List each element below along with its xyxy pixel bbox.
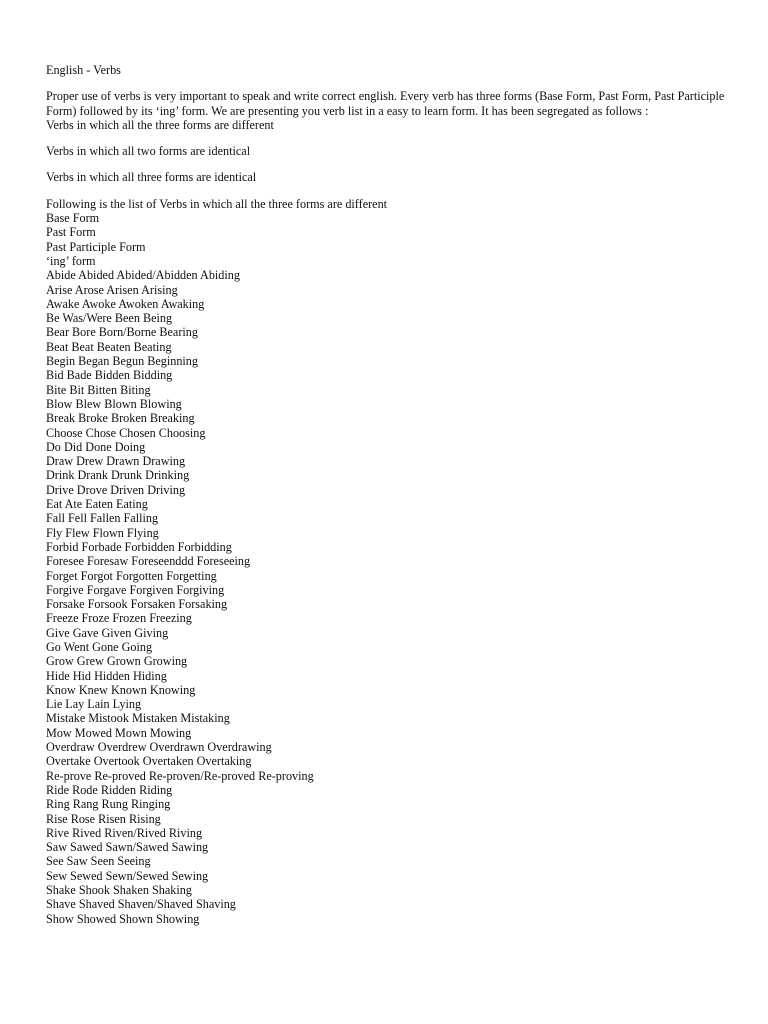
verb-row: Bid Bade Bidden Bidding	[46, 368, 173, 383]
verb-row: Do Did Done Doing	[46, 439, 146, 454]
segment-item: Verbs in which all two forms are identical	[46, 144, 251, 159]
verb-row: Break Broke Broken Breaking	[46, 411, 195, 426]
verb-row: Re-prove Re-proved Re-proven/Re-proved Re-proving	[46, 768, 314, 783]
document-page	[46, 63, 726, 926]
verb-row: Know Knew Known Knowing	[46, 682, 196, 697]
verb-row: Draw Drew Drawn Drawing	[46, 454, 186, 469]
verb-list-heading: Following is the list of Verbs in which all the three forms are different	[46, 196, 388, 211]
verb-row: Abide Abided Abided/Abidden Abiding	[46, 268, 240, 283]
verb-row: Rive Rived Riven/Rived Riving	[46, 825, 203, 840]
verb-row: Ring Rang Rung Ringing	[46, 797, 171, 812]
verb-row: Choose Chose Chosen Choosing	[46, 425, 206, 440]
verb-row: Mistake Mistook Mistaken Mistaking	[46, 711, 230, 726]
verb-row: Blow Blew Blown Blowing	[46, 396, 182, 411]
verb-row: Shake Shook Shaken Shaking	[46, 883, 192, 898]
verb-row: Forbid Forbade Forbidden Forbidding	[46, 539, 232, 554]
verb-row: Bear Bore Born/Borne Bearing	[46, 325, 198, 340]
spacer	[46, 158, 726, 170]
verb-row: Fall Fell Fallen Falling	[46, 511, 159, 526]
column-label: ‘ing’ form	[46, 253, 96, 268]
verb-row: Ride Rode Ridden Riding	[46, 782, 173, 797]
verb-row: Shave Shaved Shaven/Shaved Shaving	[46, 897, 236, 912]
verb-row: Forgive Forgave Forgiven Forgiving	[46, 582, 225, 597]
verb-row: Forsake Forsook Forsaken Forsaking	[46, 597, 228, 612]
verb-row: Bite Bit Bitten Biting	[46, 382, 151, 397]
verb-row: Arise Arose Arisen Arising	[46, 282, 178, 297]
verb-row: Foresee Foresaw Foreseenddd Foreseeing	[46, 554, 251, 569]
verb-row: Be Was/Were Been Being	[46, 311, 173, 326]
column-label: Past Form	[46, 225, 96, 240]
verb-row: Mow Mowed Mown Mowing	[46, 725, 192, 740]
verb-row: Give Gave Given Giving	[46, 625, 169, 640]
verb-row: Lie Lay Lain Lying	[46, 697, 142, 712]
verb-row: Rise Rose Risen Rising	[46, 811, 161, 826]
verb-row: Freeze Froze Frozen Freezing	[46, 611, 192, 626]
verb-row: Begin Began Begun Beginning	[46, 354, 198, 369]
verb-row: Drive Drove Driven Driving	[46, 482, 186, 497]
verb-row: Saw Sawed Sawn/Sawed Sawing	[46, 840, 209, 855]
verb-row: Overtake Overtook Overtaken Overtaking	[46, 754, 252, 769]
verb-row: Beat Beat Beaten Beating	[46, 339, 172, 354]
verb-row: Eat Ate Eaten Eating	[46, 497, 148, 512]
intro-paragraph-line-2: Form) followed by its ‘ing’ form. We are presenting you verb list in a easy to learn form. It has been segregated as follows :	[46, 103, 649, 118]
verb-row: Awake Awoke Awoken Awaking	[46, 296, 205, 311]
verb-list	[46, 268, 726, 926]
document-title: English - Verbs	[46, 63, 121, 77]
verb-row: Go Went Gone Going	[46, 639, 153, 654]
verb-row: Overdraw Overdrew Overdrawn Overdrawing	[46, 740, 272, 755]
spacer	[46, 185, 726, 197]
intro-paragraph-line-1: Proper use of verbs is very important to speak and write correct english. Every verb has three forms (Base Form, Past Form, Past Participle	[46, 89, 725, 104]
column-label: Base Form	[46, 211, 100, 226]
segment-item: Verbs in which all the three forms are different	[46, 117, 274, 132]
verb-row: Drink Drank Drunk Drinking	[46, 468, 190, 483]
spacer	[46, 132, 726, 144]
segment-item: Verbs in which all three forms are identical	[46, 170, 257, 185]
verb-row: See Saw Seen Seeing	[46, 854, 151, 869]
verb-row: Grow Grew Grown Growing	[46, 654, 188, 669]
verb-row: Forget Forgot Forgotten Forgetting	[46, 568, 217, 583]
spacer	[46, 77, 726, 89]
verb-row: Show Showed Shown Showing	[46, 911, 200, 926]
verb-row: Sew Sewed Sewn/Sewed Sewing	[46, 868, 209, 883]
verb-row: Fly Flew Flown Flying	[46, 525, 159, 540]
column-label: Past Participle Form	[46, 239, 146, 254]
verb-row: Hide Hid Hidden Hiding	[46, 668, 167, 683]
